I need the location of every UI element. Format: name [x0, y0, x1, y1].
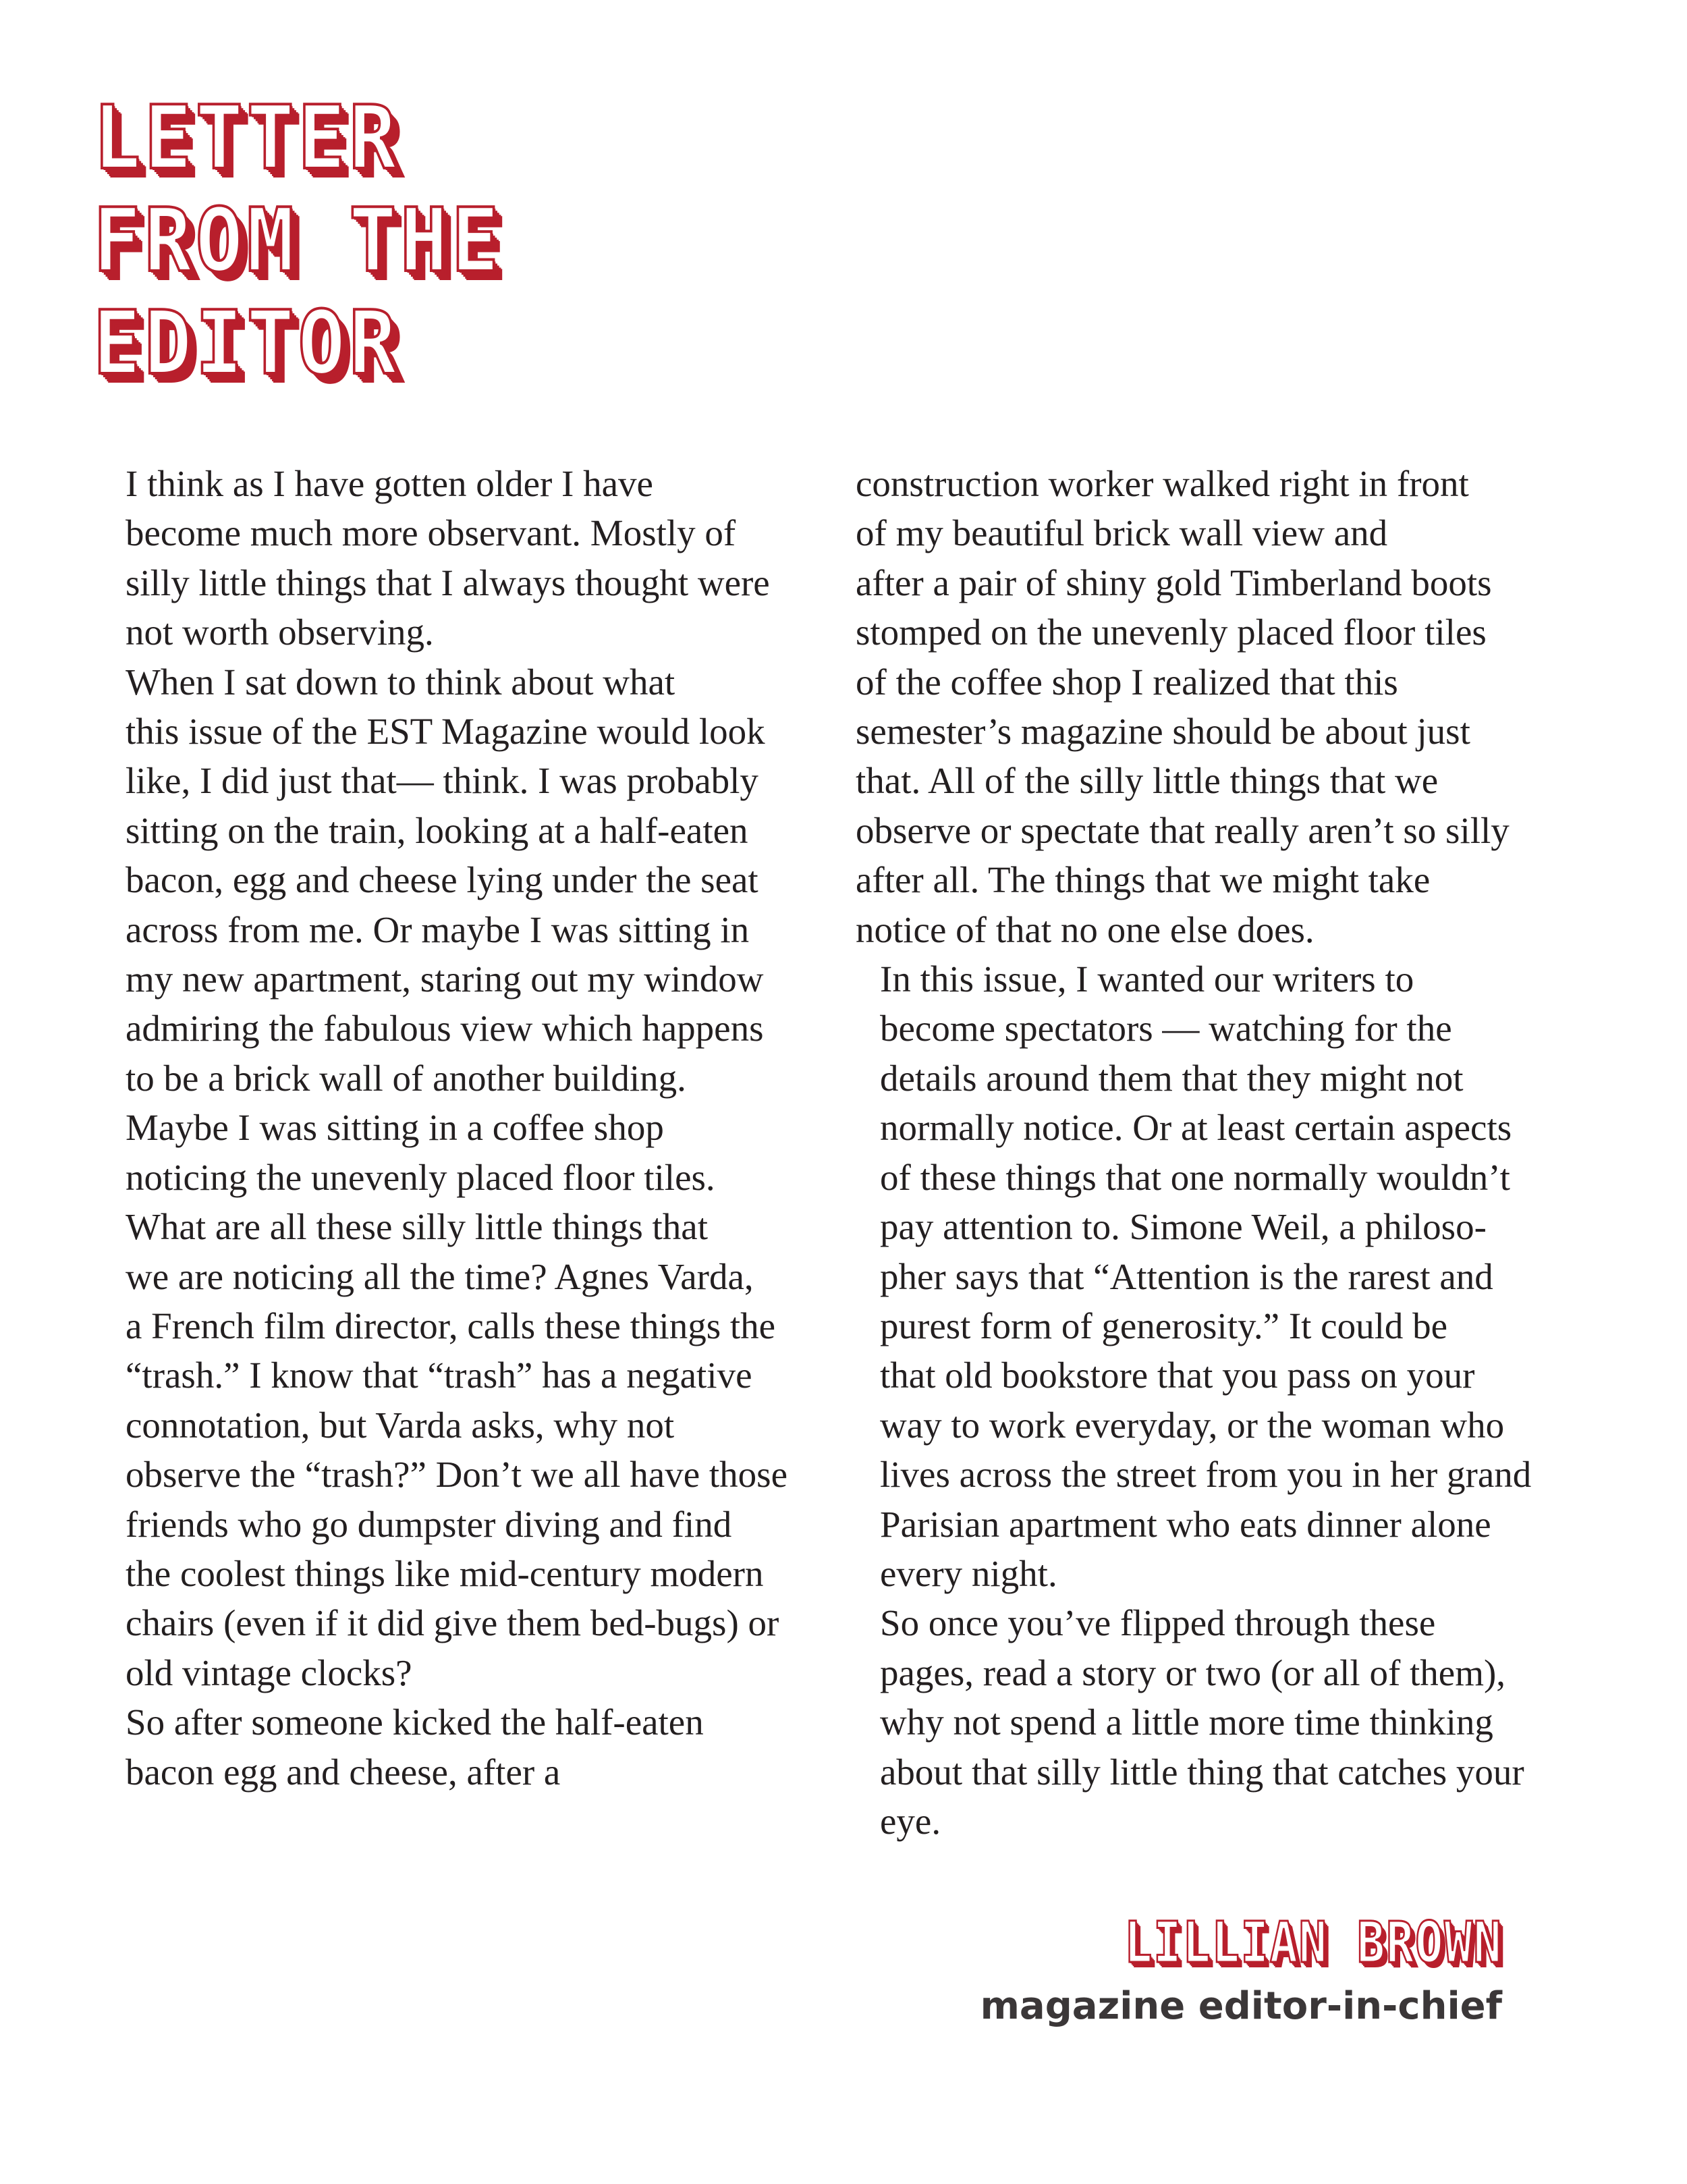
text-line: not worth observing.	[126, 611, 434, 653]
right-column	[856, 459, 1593, 1846]
title-line: FROM THE	[93, 189, 503, 292]
text-line: Parisian apartment who eats dinner alone	[880, 1503, 1491, 1545]
text-line: of these things that one normally wouldn’t	[880, 1156, 1510, 1198]
body-paragraph	[856, 459, 1593, 954]
text-line: When I sat down to think about what	[126, 661, 675, 703]
text-line: “trash.” I know that “trash” has a negative	[126, 1355, 752, 1396]
text-line: I think as I have gotten older I have	[126, 463, 653, 504]
text-line: notice of that no one else does.	[856, 908, 1315, 950]
text-line: the coolest things like mid-century modern	[126, 1552, 764, 1594]
text-line: why not spend a little more time thinking	[880, 1701, 1493, 1743]
text-line: about that silly little thing that catches your	[880, 1751, 1524, 1793]
text-line: details around them that they might not	[880, 1057, 1464, 1099]
text-line: way to work everyday, or the woman who	[880, 1404, 1505, 1446]
text-line: Maybe I was sitting in a coffee shop	[126, 1107, 664, 1149]
text-line: to be a brick wall of another building.	[126, 1057, 686, 1099]
text-line: become much more observant. Mostly of	[126, 512, 736, 554]
body-paragraph	[101, 1202, 837, 1697]
text-line: semester’s magazine should be about just	[856, 711, 1470, 753]
text-line: observe or spectate that really aren’t so silly	[856, 809, 1510, 851]
text-line: sitting on the train, looking at a half-eaten	[126, 809, 748, 851]
text-line: become spectators — watching for the	[880, 1008, 1452, 1049]
text-line: connotation, but Varda asks, why not	[126, 1404, 675, 1446]
text-line: silly little things that I always thought were	[126, 562, 770, 603]
text-line: What are all these silly little things that	[126, 1206, 708, 1248]
text-line: like, I did just that— think. I was probably	[126, 760, 758, 802]
body-paragraph	[856, 1598, 1593, 1846]
text-line: bacon egg and cheese, after a	[126, 1751, 561, 1793]
text-line: lives across the street from you in her grand	[880, 1454, 1532, 1496]
text-line: that. All of the silly little things that we	[856, 760, 1439, 802]
title-line: LETTER	[93, 86, 401, 189]
text-line: my new apartment, staring out my window	[126, 958, 764, 1000]
text-line: normally notice. Or at least certain aspects	[880, 1107, 1512, 1149]
text-line: of my beautiful brick wall view and	[856, 512, 1388, 554]
text-line: chairs (even if it did give them bed-bugs) or	[126, 1602, 779, 1644]
text-line: So after someone kicked the half-eaten	[126, 1701, 704, 1743]
text-line: purest form of generosity.” It could be	[880, 1305, 1448, 1346]
text-line: bacon, egg and cheese lying under the seat	[126, 859, 758, 901]
body-paragraph	[101, 657, 837, 1202]
text-line: after a pair of shiny gold Timberland boots	[856, 562, 1492, 603]
left-column	[101, 459, 837, 1797]
text-line: friends who go dumpster diving and find	[126, 1503, 732, 1545]
title-line: EDITOR	[93, 292, 401, 394]
page-title	[93, 86, 503, 394]
text-line: pher says that “Attention is the rarest and	[880, 1255, 1493, 1297]
text-line: noticing the unevenly placed floor tiles.	[126, 1156, 715, 1198]
text-line: In this issue, I wanted our writers to	[880, 958, 1414, 1000]
text-line: pages, read a story or two (or all of them),	[880, 1651, 1506, 1693]
text-line: old vintage clocks?	[126, 1651, 412, 1693]
text-line: So once you’ve flipped through these	[880, 1602, 1436, 1644]
author-role: magazine editor-in-chief	[980, 1984, 1502, 2028]
author-name: LILLIAN BROWN	[1124, 1909, 1502, 1975]
body-paragraph	[856, 954, 1593, 1598]
text-line: across from me. Or maybe I was sitting in	[126, 908, 750, 950]
text-line: stomped on the unevenly placed floor tiles	[856, 611, 1487, 653]
text-line: pay attention to. Simone Weil, a philoso-	[880, 1206, 1487, 1248]
text-line: every night.	[880, 1552, 1057, 1594]
body-paragraph	[101, 1697, 837, 1797]
text-line: construction worker walked right in front	[856, 463, 1469, 504]
text-line: that old bookstore that you pass on your	[880, 1355, 1475, 1396]
text-line: admiring the fabulous view which happens	[126, 1008, 764, 1049]
text-line: observe the “trash?” Don’t we all have those	[126, 1454, 787, 1496]
text-line: of the coffee shop I realized that this	[856, 661, 1398, 703]
text-line: after all. The things that we might take	[856, 859, 1431, 901]
text-line: we are noticing all the time? Agnes Varda,	[126, 1255, 754, 1297]
text-line: this issue of the EST Magazine would look	[126, 711, 765, 753]
text-line: a French film director, calls these things the	[126, 1305, 776, 1346]
body-paragraph	[101, 459, 837, 657]
text-line: eye.	[880, 1800, 941, 1842]
